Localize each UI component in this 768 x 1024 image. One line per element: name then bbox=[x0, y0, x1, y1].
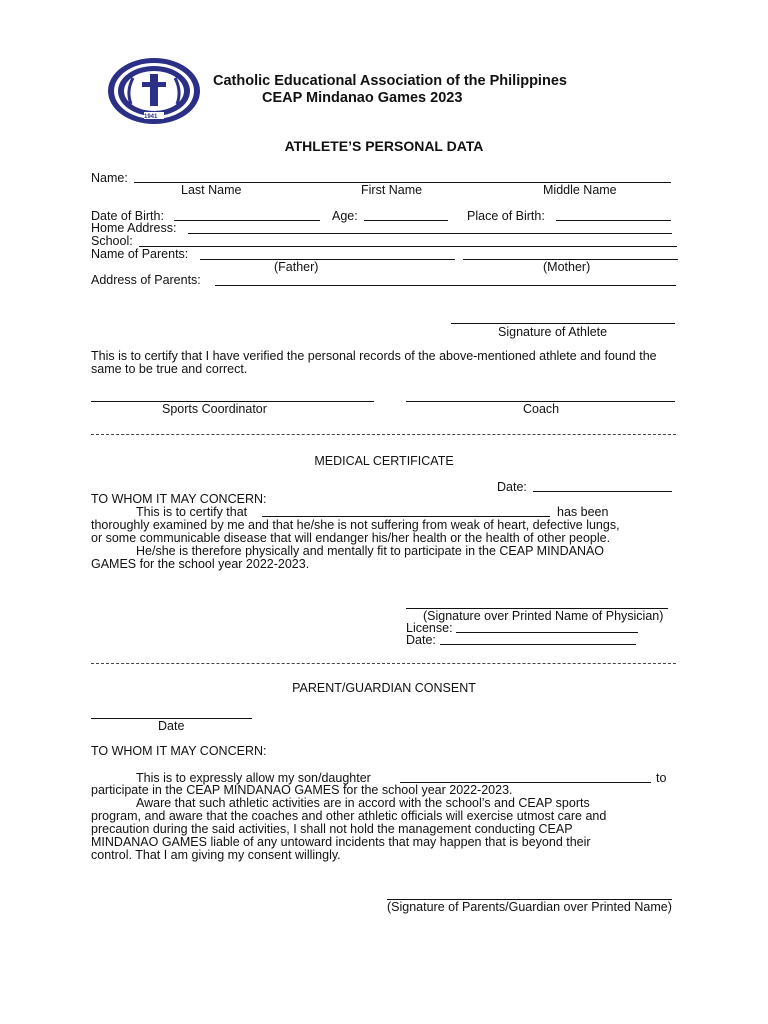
medical-date-field[interactable] bbox=[533, 491, 672, 492]
sports-coordinator-caption: Sports Coordinator bbox=[162, 402, 267, 416]
consent-heading: PARENT/GUARDIAN CONSENT bbox=[292, 681, 476, 695]
dob-label: Date of Birth: bbox=[91, 209, 164, 223]
license-field[interactable] bbox=[456, 632, 638, 633]
section-divider bbox=[91, 663, 676, 664]
org-name: Catholic Educational Association of the Philippines bbox=[213, 73, 567, 89]
certify-paragraph: This is to certify that I have verified the personal records of the above-mentioned athlete and found the same to be true and correct. bbox=[91, 349, 657, 376]
school-field[interactable] bbox=[139, 246, 677, 247]
parents-address-label: Address of Parents: bbox=[91, 273, 201, 287]
parents-address-field[interactable] bbox=[215, 285, 676, 286]
consent-date-caption: Date bbox=[158, 719, 185, 733]
coach-caption: Coach bbox=[523, 402, 560, 416]
event-name: CEAP Mindanao Games 2023 bbox=[262, 90, 463, 106]
physician-signature-caption: (Signature over Printed Name of Physician) bbox=[423, 609, 664, 623]
father-name-field[interactable] bbox=[200, 259, 455, 260]
age-field[interactable] bbox=[364, 220, 448, 221]
medical-p1-line2: thoroughly examined by me and that he/she is not suffering from weak of heart, defective lungs, bbox=[91, 518, 620, 532]
dob-field[interactable] bbox=[174, 220, 320, 221]
mother-caption: (Mother) bbox=[543, 260, 591, 274]
school-label: School: bbox=[91, 234, 133, 248]
age-label: Age: bbox=[332, 209, 358, 223]
home-address-field[interactable] bbox=[188, 233, 672, 234]
name-label: Name: bbox=[91, 171, 128, 185]
pob-label: Place of Birth: bbox=[467, 209, 545, 223]
athlete-signature-line[interactable] bbox=[451, 323, 675, 324]
medical-p2-line1: He/she is therefore physically and mentally fit to participate in the CEAP MINDANAO bbox=[136, 544, 605, 558]
consent-p1-line2: participate in the CEAP MINDANAO GAMES for the school year 2022-2023. bbox=[91, 783, 513, 797]
consent-p2-line3: precaution during the said activities, I shall not hold the management conducting CEAP bbox=[91, 822, 573, 836]
middle-name-caption: Middle Name bbox=[543, 183, 617, 197]
medical-p1-start: This is to certify that bbox=[136, 505, 248, 519]
medical-p1-line3: or some communicable disease that will endanger his/her health or the health of other people. bbox=[91, 531, 611, 545]
first-name-caption: First Name bbox=[361, 183, 423, 197]
father-caption: (Father) bbox=[274, 260, 319, 274]
physician-date-label: Date: bbox=[406, 633, 436, 647]
medical-date-label: Date: bbox=[497, 480, 527, 494]
page-title: ATHLETE’S PERSONAL DATA bbox=[284, 138, 484, 154]
seal-year: 1941 bbox=[144, 114, 158, 120]
home-address-label: Home Address: bbox=[91, 221, 177, 235]
parents-label: Name of Parents: bbox=[91, 247, 189, 261]
consent-p1-start: This is to expressly allow my son/daughter bbox=[136, 771, 371, 785]
consent-p2-line2: program, and aware that the coaches and other athletic officials will exercise utmost care and bbox=[91, 809, 607, 823]
license-label: License: bbox=[406, 621, 453, 635]
physician-date-field[interactable] bbox=[440, 644, 636, 645]
medical-p2-line2: GAMES for the school year 2022-2023. bbox=[91, 557, 310, 571]
medical-heading: MEDICAL CERTIFICATE bbox=[314, 454, 454, 468]
parent-signature-caption: (Signature of Parents/Guardian over Printed Name) bbox=[387, 900, 672, 914]
last-name-caption: Last Name bbox=[181, 183, 242, 197]
pob-field[interactable] bbox=[556, 220, 671, 221]
consent-p2-line5: control. That I am giving my consent willingly. bbox=[91, 848, 341, 862]
consent-p2-line4: MINDANAO GAMES liable of any untoward incidents that may happen that is beyond their bbox=[91, 835, 591, 849]
athlete-signature-caption: Signature of Athlete bbox=[498, 325, 608, 339]
consent-to-whom: TO WHOM IT MAY CONCERN: bbox=[91, 744, 267, 758]
consent-p2-line1: Aware that such athletic activities are in accord with the school’s and CEAP sports bbox=[136, 796, 590, 810]
consent-p1-end: to bbox=[656, 771, 667, 785]
medical-to-whom: TO WHOM IT MAY CONCERN: bbox=[91, 492, 267, 506]
medical-p1-end: has been bbox=[557, 505, 609, 519]
section-divider bbox=[91, 434, 676, 435]
athlete-examined-name-field[interactable] bbox=[262, 516, 550, 517]
